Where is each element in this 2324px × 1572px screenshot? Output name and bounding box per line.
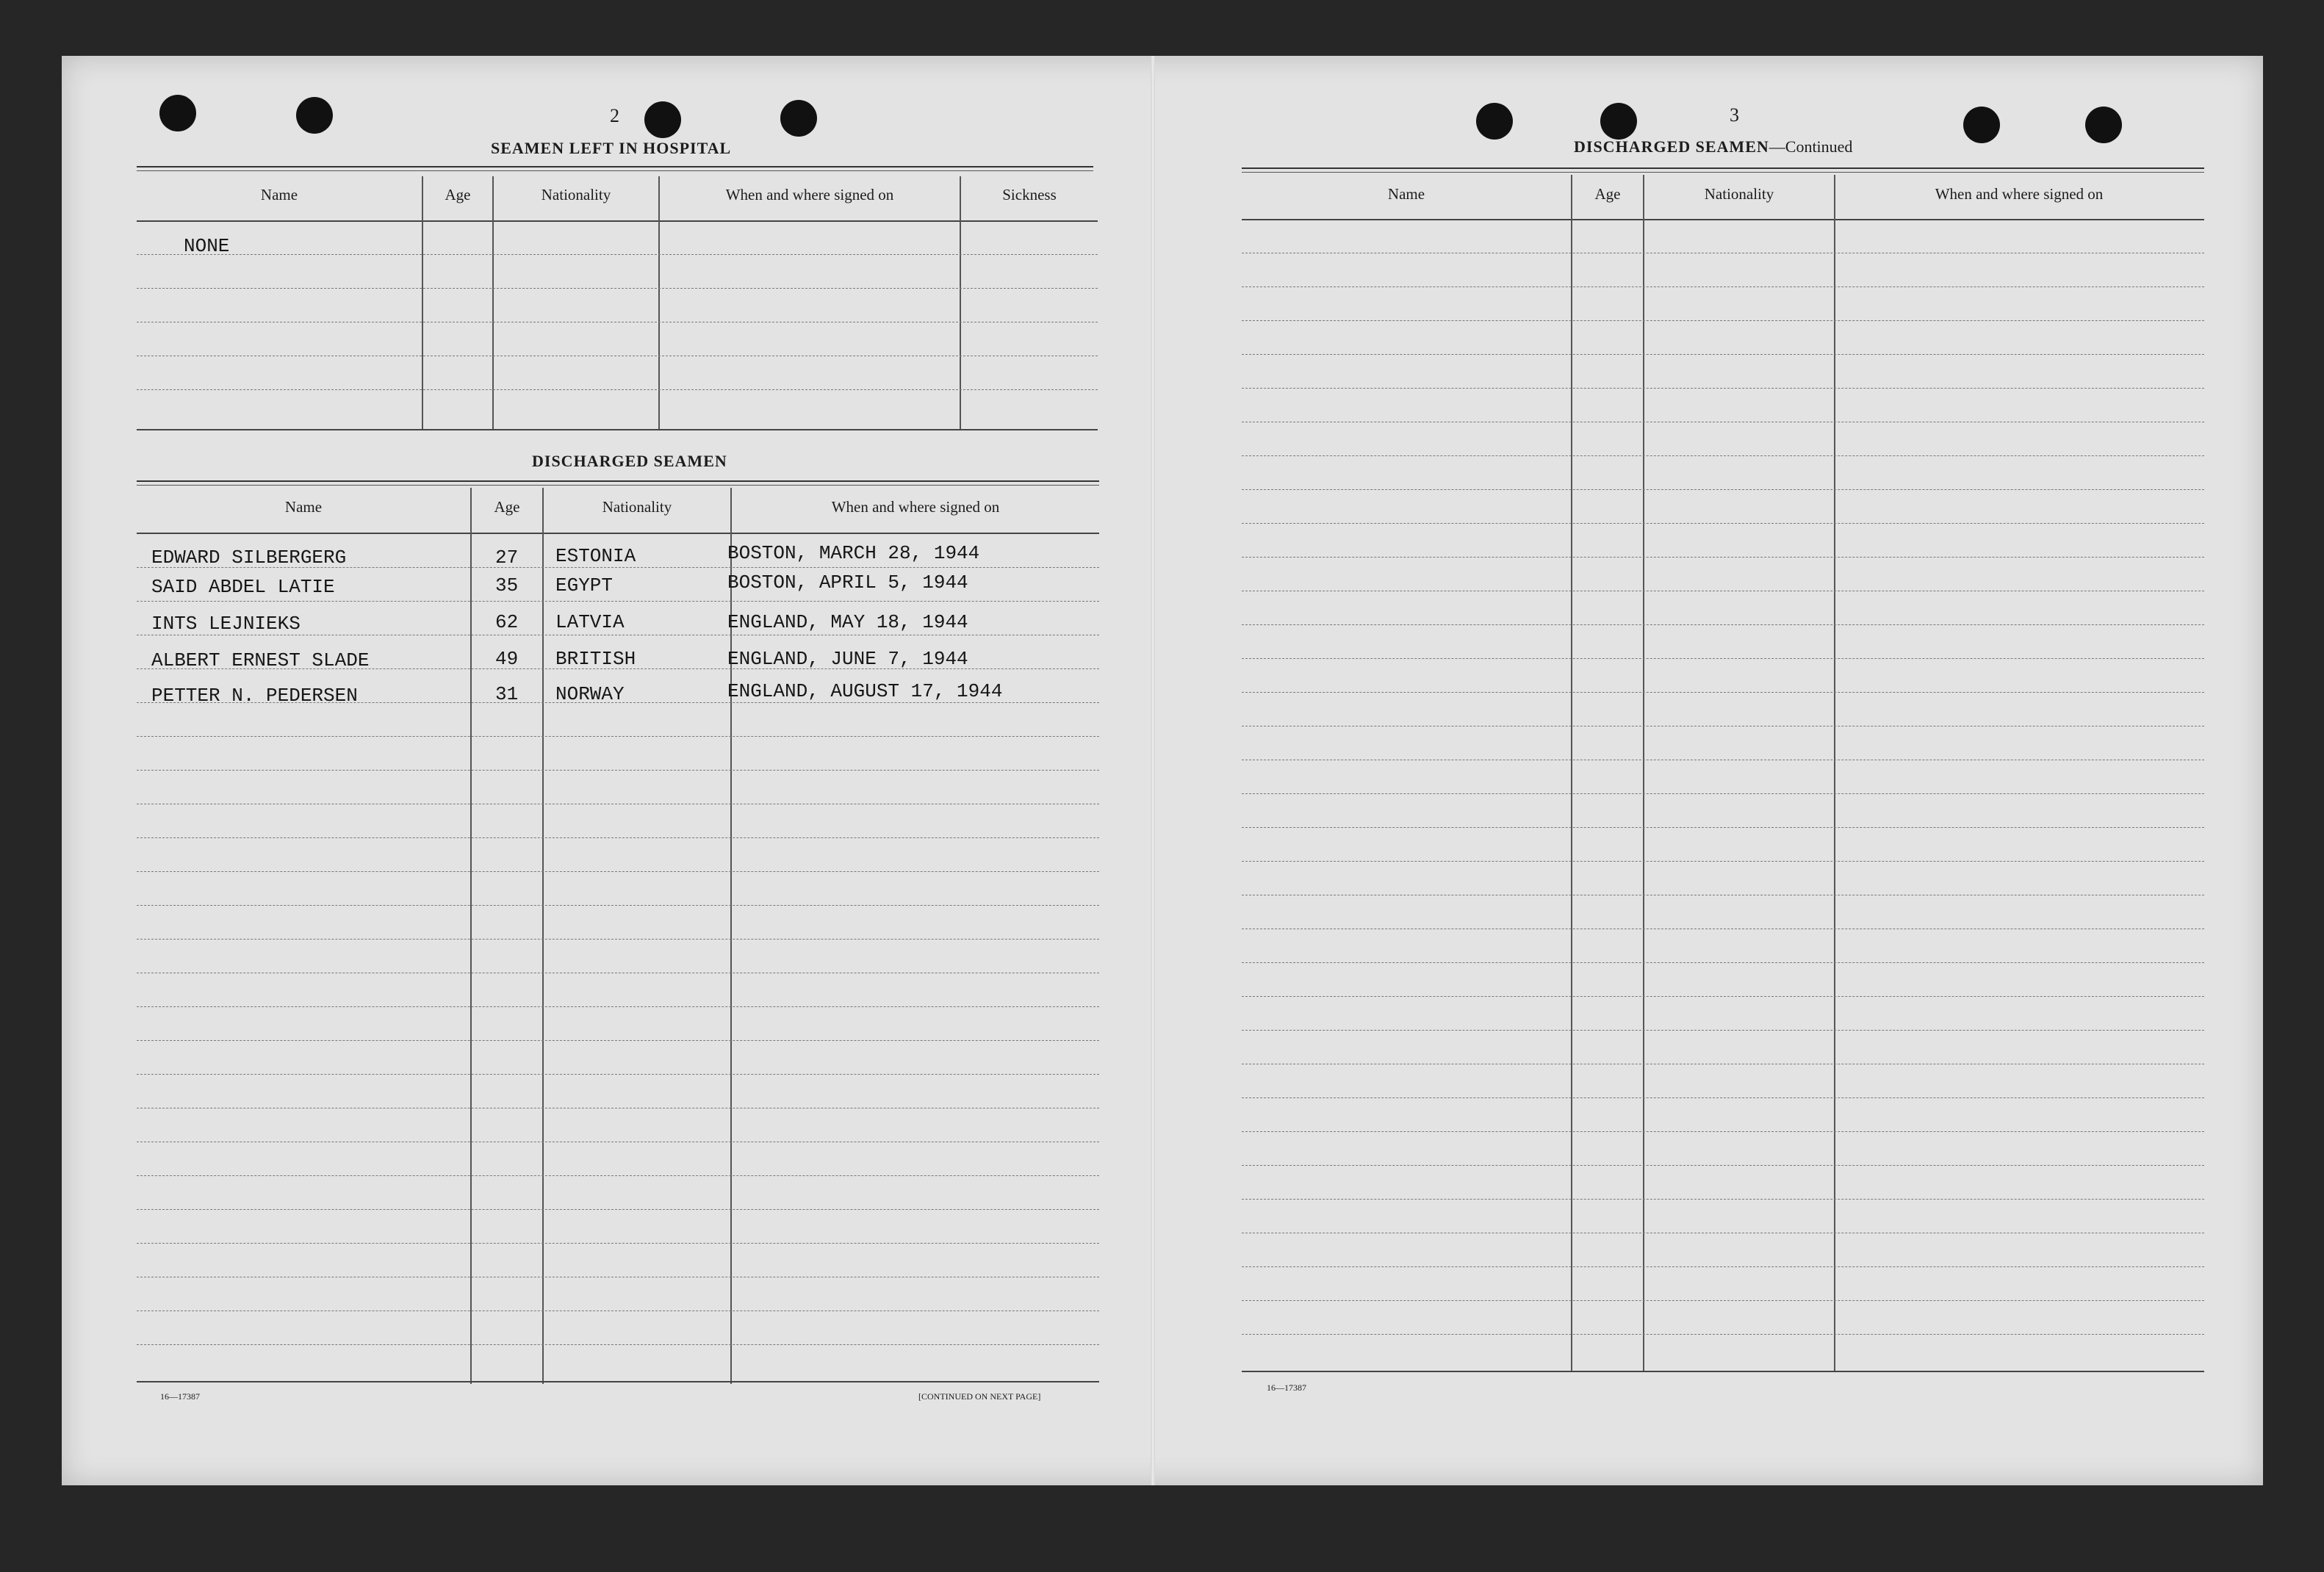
hospital-col-age: Age <box>445 186 471 203</box>
row-line <box>1242 861 2204 862</box>
rule <box>137 429 1098 430</box>
rule <box>1242 167 2204 173</box>
row-line <box>1242 388 2204 389</box>
column-divider <box>422 176 423 430</box>
seaman-signed-on: ENGLAND, AUGUST 17, 1944 <box>727 680 1003 702</box>
seaman-age: 35 <box>495 574 519 596</box>
rule <box>1242 219 2204 220</box>
punch-hole <box>780 100 817 137</box>
right-section-title <box>1574 137 1852 156</box>
seaman-nationality: EGYPT <box>555 574 614 596</box>
row-line <box>1242 523 2204 524</box>
column-divider <box>542 488 544 1384</box>
row-line <box>1242 1334 2204 1335</box>
row-line <box>137 1040 1099 1041</box>
right-title-suffix: —Continued <box>1769 137 1853 156</box>
discharged-section-title: DISCHARGED SEAMEN <box>532 452 727 470</box>
punch-hole <box>2085 107 2122 143</box>
right-col-signed-on: When and where signed on <box>1935 185 2104 203</box>
row-line <box>1242 489 2204 490</box>
punch-hole <box>296 97 333 134</box>
seaman-name: SAID ABDEL LATIE <box>151 576 335 598</box>
seaman-age: 49 <box>495 648 519 670</box>
seaman-name: PETTER N. PEDERSEN <box>151 685 358 707</box>
row-line <box>137 736 1099 737</box>
column-divider <box>960 176 961 430</box>
row-line <box>137 1243 1099 1244</box>
row-line <box>137 1006 1099 1007</box>
row-line <box>137 905 1099 906</box>
row-line <box>1242 354 2204 355</box>
page-fold <box>1151 56 1155 1485</box>
row-line <box>1242 320 2204 321</box>
seaman-signed-on: ENGLAND, JUNE 7, 1944 <box>727 648 968 670</box>
row-line <box>1242 962 2204 963</box>
seaman-signed-on: BOSTON, APRIL 5, 1944 <box>727 572 968 594</box>
punch-hole <box>1600 103 1637 140</box>
row-line <box>1242 996 2204 997</box>
row-line <box>137 939 1099 940</box>
rule <box>137 166 1093 171</box>
seaman-name: INTS LEJNIEKS <box>151 613 301 635</box>
hospital-col-nationality: Nationality <box>541 186 611 203</box>
rule <box>137 1381 1099 1382</box>
right-col-nationality: Nationality <box>1704 185 1774 203</box>
hospital-entry: NONE <box>184 235 230 257</box>
punch-hole <box>159 95 196 131</box>
hospital-col-sickness: Sickness <box>1002 186 1057 203</box>
seaman-name: EDWARD SILBERGERG <box>151 547 347 569</box>
row-line <box>137 1074 1099 1075</box>
row-line <box>137 1344 1099 1345</box>
row-line <box>137 1209 1099 1210</box>
hospital-col-name: Name <box>260 186 298 203</box>
row-line <box>137 837 1099 838</box>
row-line <box>1242 1266 2204 1267</box>
discharged-col-nationality: Nationality <box>602 498 672 516</box>
row-line <box>1242 827 2204 828</box>
right-col-name: Name <box>1387 185 1425 203</box>
punch-hole <box>644 101 681 138</box>
row-line <box>137 871 1099 872</box>
row-line <box>1242 557 2204 558</box>
column-divider <box>470 488 472 1384</box>
discharged-col-signed-on: When and where signed on <box>831 498 1000 516</box>
page-number-right: 3 <box>1730 104 1739 126</box>
rule <box>137 480 1099 486</box>
seaman-nationality: LATVIA <box>555 611 625 633</box>
row-line <box>137 254 1098 255</box>
seaman-age: 31 <box>495 683 519 705</box>
rule <box>137 533 1099 534</box>
seaman-name: ALBERT ERNEST SLADE <box>151 649 370 671</box>
row-line <box>137 1175 1099 1176</box>
row-line <box>1242 1199 2204 1200</box>
seaman-nationality: NORWAY <box>555 683 625 705</box>
punch-hole <box>1476 103 1513 140</box>
punch-hole <box>1963 107 2000 143</box>
column-divider <box>658 176 660 430</box>
seaman-signed-on: ENGLAND, MAY 18, 1944 <box>727 611 968 633</box>
document-sheet <box>62 56 2263 1485</box>
row-line <box>1242 624 2204 625</box>
rule <box>1242 1371 2204 1372</box>
form-number-right: 16—17387 <box>1267 1382 1306 1393</box>
row-line <box>1242 1300 2204 1301</box>
seaman-nationality: ESTONIA <box>555 545 636 567</box>
row-line <box>1242 1030 2204 1031</box>
row-line <box>137 288 1098 289</box>
hospital-col-signed-on: When and where signed on <box>725 186 894 203</box>
seaman-age: 62 <box>495 611 519 633</box>
seaman-age: 27 <box>495 547 519 569</box>
row-line <box>137 389 1098 390</box>
form-number-left: 16—17387 <box>160 1391 200 1402</box>
column-divider <box>492 176 494 430</box>
right-col-age: Age <box>1594 185 1621 203</box>
row-line <box>1242 793 2204 794</box>
row-line <box>1242 1097 2204 1098</box>
row-line <box>1242 658 2204 659</box>
row-line <box>137 601 1099 602</box>
seaman-nationality: BRITISH <box>555 648 636 670</box>
rule <box>137 220 1098 222</box>
hospital-section-title: SEAMEN LEFT IN HOSPITAL <box>491 139 732 157</box>
row-line <box>137 770 1099 771</box>
row-line <box>1242 1131 2204 1132</box>
row-line <box>137 1310 1099 1311</box>
discharged-col-name: Name <box>284 498 323 516</box>
row-line <box>1242 692 2204 693</box>
row-line <box>1242 1165 2204 1166</box>
row-line <box>1242 286 2204 287</box>
continued-note: [CONTINUED ON NEXT PAGE] <box>918 1391 1041 1402</box>
right-title-text: DISCHARGED SEAMEN <box>1574 137 1769 156</box>
page-number-left: 2 <box>610 105 619 126</box>
discharged-col-age: Age <box>494 498 520 516</box>
seaman-signed-on: BOSTON, MARCH 28, 1944 <box>727 542 980 564</box>
row-line <box>1242 455 2204 456</box>
